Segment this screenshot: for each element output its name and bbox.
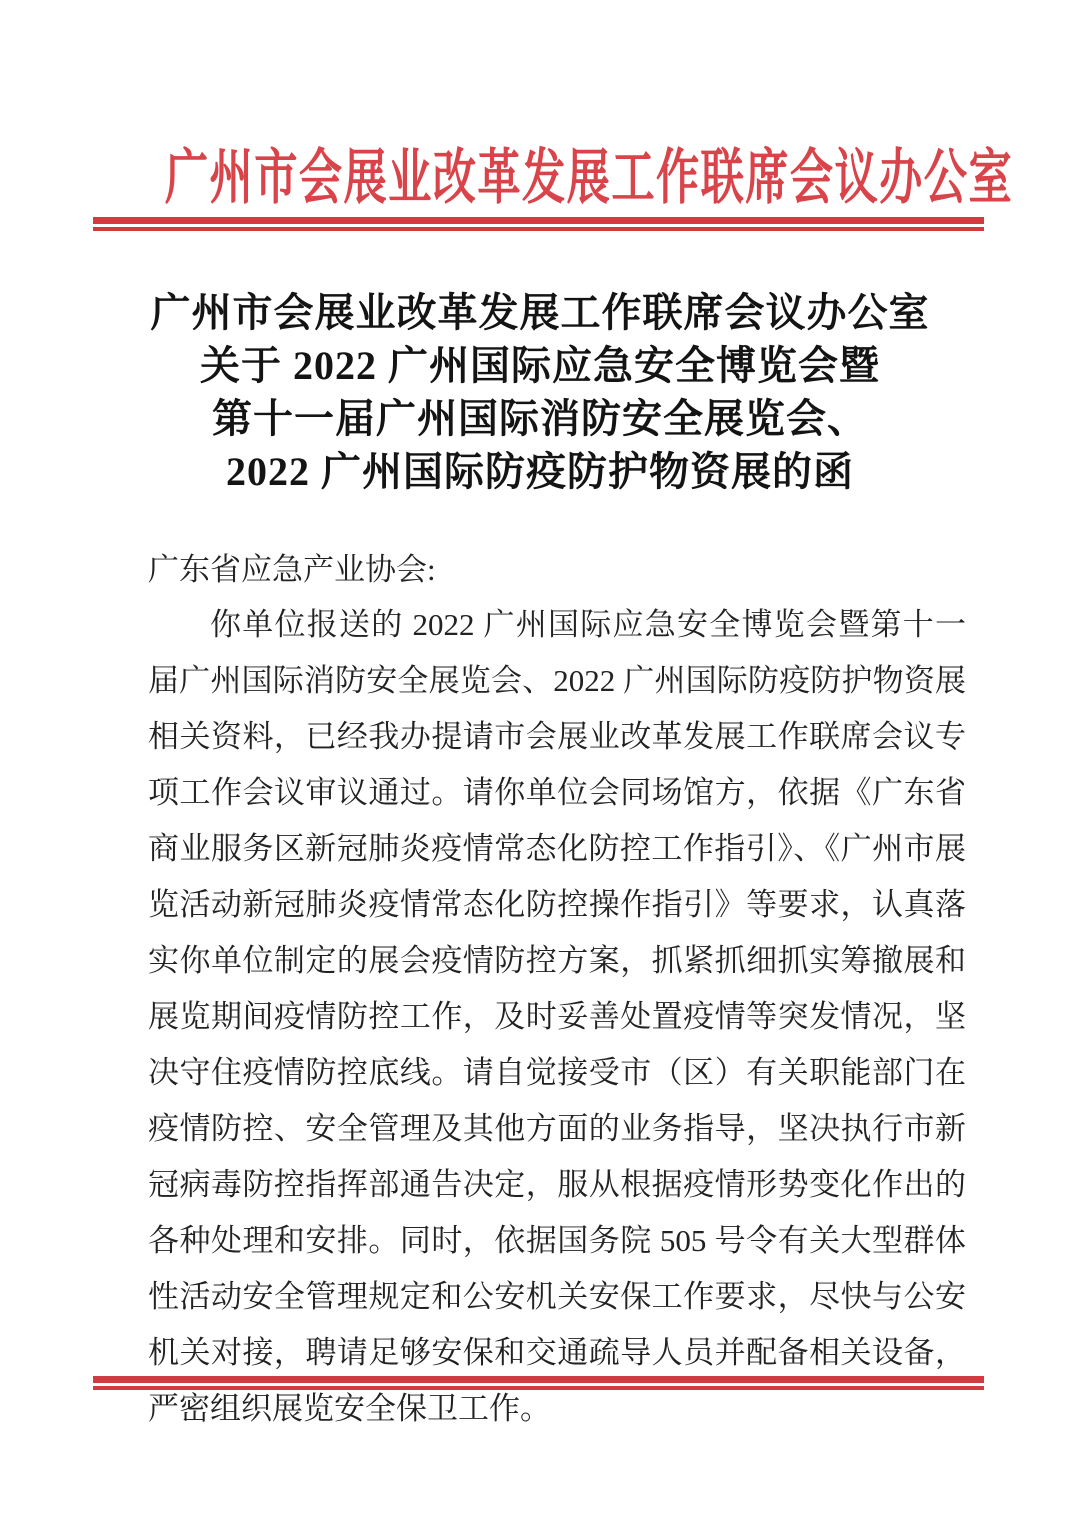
title-line-3: 第十一届广州国际消防安全展览会、 xyxy=(212,396,868,441)
document-title xyxy=(0,286,1080,498)
letterhead xyxy=(0,130,1080,216)
letterhead-divider-line xyxy=(93,217,984,231)
letterhead-org-name: 广州市会展业改革发展工作联席会议办公室 xyxy=(164,145,1014,211)
footer-divider-line xyxy=(93,1376,984,1390)
salutation: 广东省应急产业协会: xyxy=(148,552,436,587)
title-line-1: 广州市会展业改革发展工作联席会议办公室 xyxy=(150,290,930,335)
body-paragraph: 你单位报送的 2022 广州国际应急安全博览会暨第十一届广州国际消防安全展览会、2022 广州国际防疫防护物资展相关资料，已经我办提请市会展业改革发展工作联席会议专项工作会议审议通过。请你单位会同场馆方，依据《广东省商业服务区新冠肺炎疫情常态化防控工作指引》、《广州市展览活动新冠肺炎疫情常态化防控操作指引》等要求，认真落实你单位制定的展会疫情防控方案，抓紧抓细抓实筹撤展和展览期间疫情防控工作，及时妥善处置疫情等突发情况，坚决守住疫情防控底线。请自觉接受市（区）有关职能部门在疫情防控、安全管理及其他方面的业务指导，坚决执行市新冠病毒防控指挥部通告决定，服从根据疫情形势变化作出的各种处理和安排。同时，依据国务院 505 号令有关大型群体性活动安全管理规定和公安机关安保工作要求，尽快与公安机关对接，聘请足够安保和交通疏导人员并配备相关设备，严密组织展览安全保卫工作。 xyxy=(148,607,966,1426)
title-line-2: 关于 2022 广州国际应急安全博览会暨 xyxy=(200,343,880,388)
title-line-4: 2022 广州国际防疫防护物资展的函 xyxy=(226,449,854,494)
